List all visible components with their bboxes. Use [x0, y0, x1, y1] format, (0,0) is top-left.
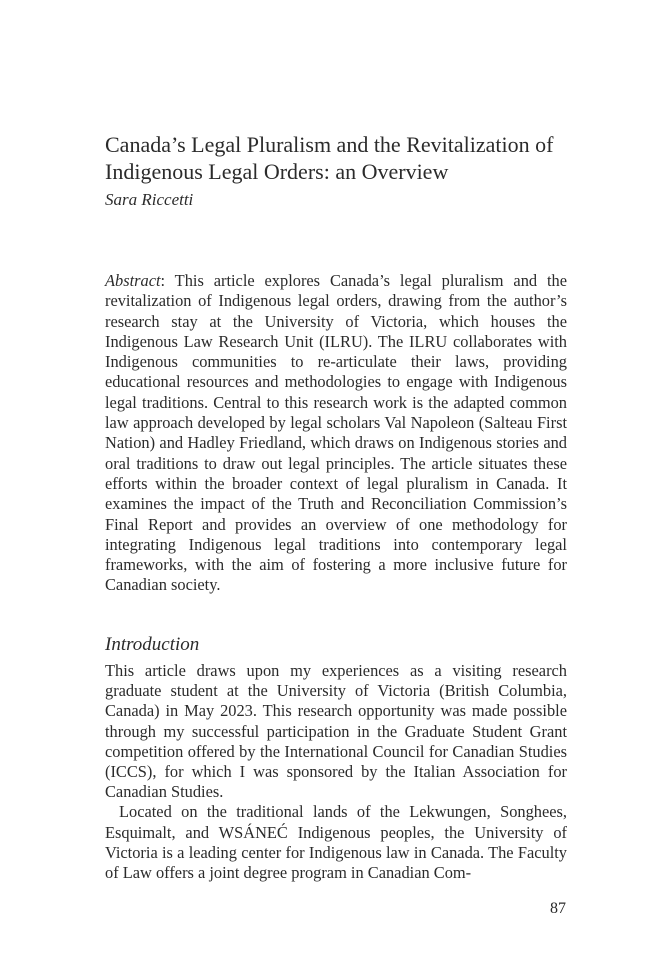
abstract-text: : This article explores Canada’s legal pluralism and the revitalization of Indigenous legal orders, drawing from the author’s research stay at the University of Victoria, which houses the Indigenous Law Research Unit (ILRU). The ILRU collaborates with Indigenous communities to re-articulate their laws, providing educational resources and methodologies to engage with Indigenous legal traditions. Central to this research work is the adapted common law approach developed by legal scholars Val Napoleon (Salteau First Nation) and Hadley Friedland, which draws on Indigenous stories and oral traditions to draw out legal principles. The article situates these efforts within the broader context of legal pluralism in Canada. It examines the impact of the Truth and Reconciliation Commission’s Final Report and provides an overview of one methodology for integrating Indigenous legal traditions into contemporary legal frameworks, with the aim of fostering a more inclusive future for Canadian society.	[105, 271, 567, 595]
abstract-label: Abstract	[105, 271, 161, 290]
body-paragraph: Located on the traditional lands of the Lekwungen, Songhees, Esquimalt, and WSÁNEĆ Indigenous peoples, the University of Victoria is a leading center for Indigenous law in Canada. The Faculty of Law offers a joint degree program in Canadian Com-	[105, 802, 567, 883]
page-number: 87	[550, 900, 566, 917]
article-author: Sara Riccetti	[105, 190, 194, 209]
abstract-paragraph	[105, 271, 567, 596]
section-heading-introduction: Introduction	[105, 634, 200, 655]
body-paragraph: This article draws upon my experiences as a visiting research graduate student at the University of Victoria (British Columbia, Canada) in May 2023. This research opportunity was made possible through my successful participation in the Graduate Student Grant competition offered by the International Council for Canadian Studies (ICCS), for which I was sponsored by the Italian Association for Canadian Studies.	[105, 661, 567, 802]
introduction-body	[105, 661, 567, 883]
article-title: Canada’s Legal Pluralism and the Revitalization of Indigenous Legal Orders: an Overview	[105, 132, 554, 184]
article-header	[105, 131, 573, 211]
